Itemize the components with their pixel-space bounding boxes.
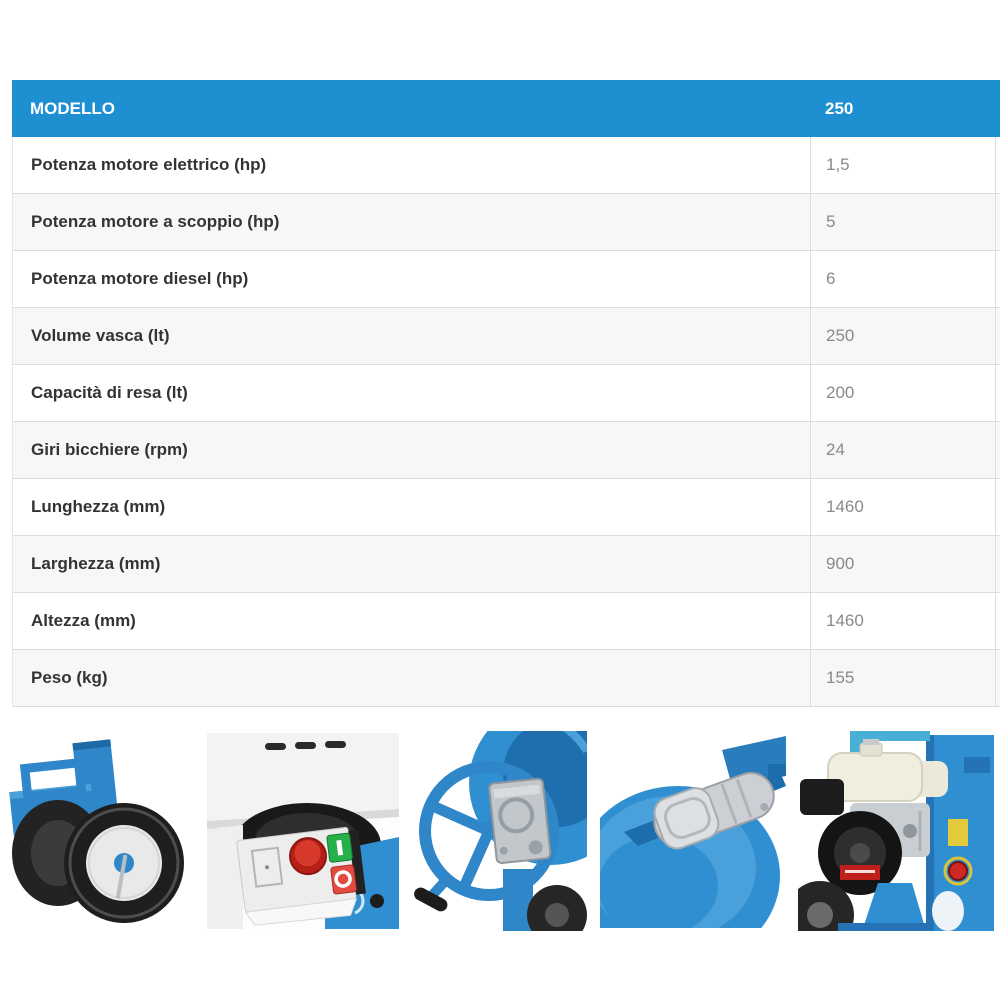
spec-extra-cell [995,593,1000,649]
spec-row [13,593,1000,650]
header-model-value: 250 [825,98,854,118]
spec-value: 250 [810,308,995,364]
spec-table-header [12,80,1000,137]
spec-extra-cell [995,137,1000,193]
spec-label: Lunghezza (mm) [31,497,166,516]
spec-row [13,479,1000,536]
spec-value: 200 [810,365,995,421]
spec-label: Potenza motore elettrico (hp) [31,155,267,174]
spec-extra-cell [995,650,1000,706]
spec-row [13,536,1000,593]
spec-extra-cell [995,251,1000,307]
spec-extra-cell [995,308,1000,364]
spec-table [12,80,1000,707]
spec-extra-cell [995,536,1000,592]
control-panel-photo [207,733,399,929]
spec-label: Volume vasca (lt) [31,326,170,345]
petrol-engine-photo [798,731,994,931]
product-gallery [8,730,994,932]
transport-wheels-photo [8,735,194,927]
spec-label: Capacità di resa (lt) [31,383,188,402]
spec-row [13,308,1000,365]
gallery-item [798,731,994,931]
gallery-item [411,731,587,931]
header-extra-column [995,80,1000,137]
spec-row [13,365,1000,422]
spec-value: 1460 [810,479,995,535]
spec-label: Potenza motore diesel (hp) [31,269,249,288]
spec-extra-cell [995,422,1000,478]
header-model-label: MODELLO [30,98,115,118]
spec-row [13,650,1000,707]
spec-value: 1,5 [810,137,995,193]
tilting-handwheel-photo [411,731,587,931]
spec-value: 24 [810,422,995,478]
gallery-item [600,734,786,928]
spec-label: Potenza motore a scoppio (hp) [31,212,280,231]
spec-row [13,251,1000,308]
spec-extra-cell [995,365,1000,421]
gallery-item [207,733,399,929]
spec-extra-cell [995,479,1000,535]
spec-row [13,137,1000,194]
spec-label: Peso (kg) [31,668,108,687]
drum-motor-cover-photo [600,734,786,928]
spec-row [13,194,1000,251]
spec-value: 900 [810,536,995,592]
spec-label: Larghezza (mm) [31,554,161,573]
spec-label: Giri bicchiere (rpm) [31,440,188,459]
spec-row [13,422,1000,479]
spec-value: 5 [810,194,995,250]
spec-value: 1460 [810,593,995,649]
spec-label: Altezza (mm) [31,611,136,630]
spec-extra-cell [995,194,1000,250]
spec-table-body [12,137,1000,707]
spec-value: 6 [810,251,995,307]
spec-value: 155 [810,650,995,706]
gallery-item [8,735,194,927]
